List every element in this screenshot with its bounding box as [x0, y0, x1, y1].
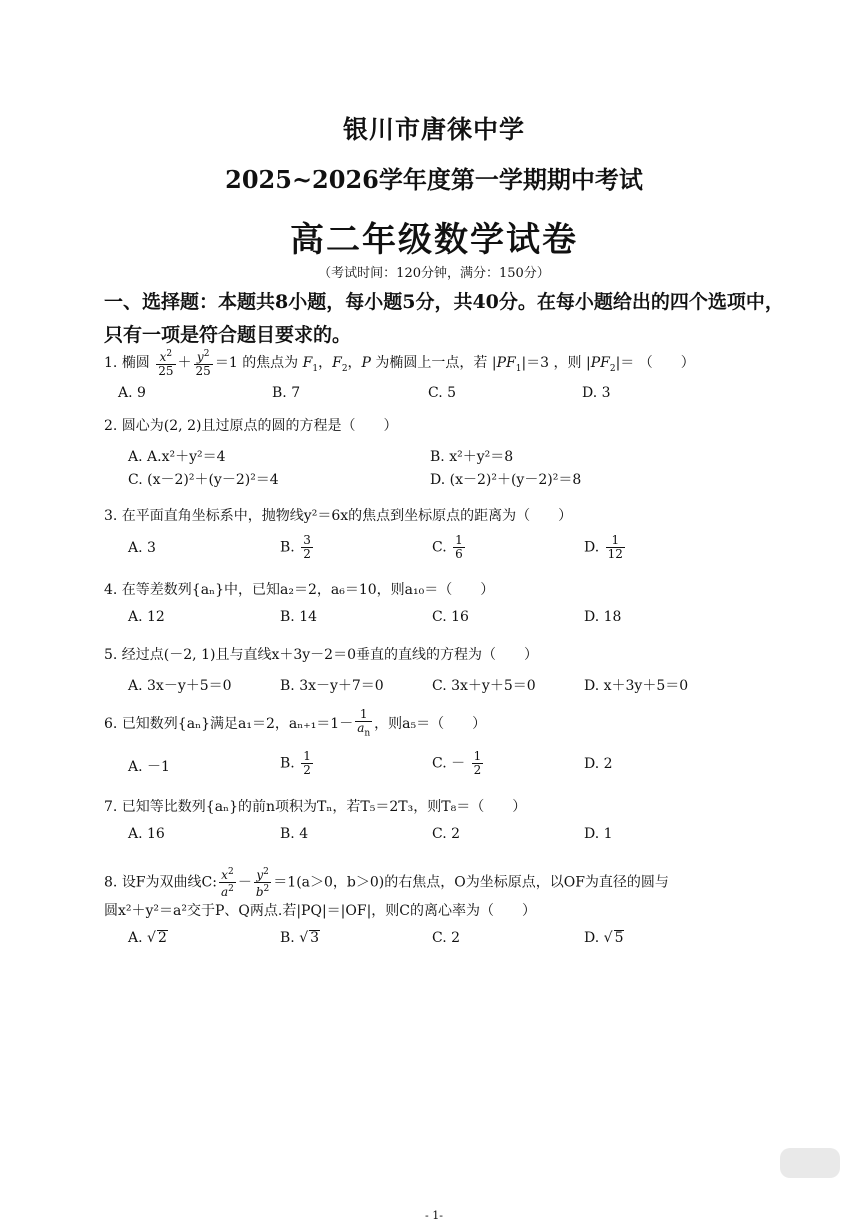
q8-fraction-y: $\frac{y^2}{b^2}$: [255, 867, 270, 899]
q2-option-a: A. A.x²＋y²＝4: [128, 449, 226, 465]
q6-option-b-label: B.: [280, 755, 295, 772]
q8-option-a-label: A.: [128, 930, 143, 946]
question-3-stem: 3. 在平面直角坐标系中，抛物线y²＝6x的焦点到坐标原点的距离为（ ）: [104, 508, 573, 524]
q1-text-4: ，则: [553, 355, 582, 371]
watermark-logo: [780, 1148, 840, 1178]
q5-option-b: B. 3x－y＋7＝0: [280, 678, 384, 694]
q6-option-c: [432, 750, 485, 777]
q8-option-b-label: B.: [280, 930, 295, 946]
q3-option-c-label: C.: [432, 539, 447, 556]
q6-number: 6.: [104, 716, 118, 733]
q1-option-b: B. 7: [272, 385, 301, 401]
q6-option-c-label: C. －: [432, 755, 466, 772]
q3-option-d-fraction: $\frac{1}{12}$: [607, 533, 623, 561]
q7-option-c: C. 2: [432, 826, 461, 842]
q8-fraction-x: $\frac{x^2}{a^2}$: [220, 867, 234, 899]
q4-option-a: A. 12: [128, 609, 165, 625]
q7-option-b: B. 4: [280, 826, 309, 842]
q8-number: 8.: [104, 874, 118, 891]
q1-answer-blank: （ ）: [638, 355, 695, 371]
q5-option-c: C. 3x＋y＋5＝0: [432, 678, 536, 694]
q6-option-a: A. －1: [128, 759, 170, 775]
q8-option-d: D. √ 5: [584, 930, 624, 946]
q7-option-a: A. 16: [128, 826, 165, 842]
q3-option-b-fraction: $\frac{3}{2}$: [303, 533, 311, 561]
q2-option-d: D. (x－2)²＋(y－2)²＝8: [430, 472, 582, 488]
question-6-stem: [104, 708, 804, 740]
q1-option-d: D. 3: [582, 385, 611, 401]
q1-number: 1.: [104, 355, 118, 371]
q8-option-d-label: D.: [584, 930, 600, 946]
q5-option-a: A. 3x－y＋5＝0: [128, 678, 232, 694]
q1-option-a: A. 9: [118, 385, 146, 401]
q3-option-c: [432, 534, 467, 561]
page-number: - 1-: [425, 1209, 443, 1222]
q6-fraction: $\frac{1}{a_n}$: [357, 707, 371, 739]
q8-option-b: B. √ 3: [280, 930, 320, 946]
q6-option-c-fraction: $\frac{1}{2}$: [473, 749, 482, 777]
q1-text-1: 椭圆: [121, 355, 150, 371]
q3-option-b: [280, 534, 315, 561]
q4-option-b: B. 14: [280, 609, 318, 625]
school-name: 银川市唐徕中学: [342, 115, 525, 144]
q4-option-c: C. 16: [432, 609, 469, 625]
q3-option-b-label: B.: [280, 539, 295, 556]
q4-option-d: D. 18: [584, 609, 622, 625]
q1-option-c: C. 5: [428, 385, 457, 401]
q1-fraction-y: $\frac{y^2}{25}$: [195, 349, 211, 378]
q6-text-2: ，则a₅＝（ ）: [374, 716, 487, 733]
exam-info: （考试时间：120分钟，满分：150分）: [318, 266, 550, 281]
q8-option-c: C. 2: [432, 930, 461, 946]
q2-option-b: B. x²＋y²＝8: [430, 449, 514, 465]
question-1-stem: 1. 椭圆 $\frac{x^2}{25}$ ＋ $\frac{y^2}{25}$ ＝1 的焦点为 $F_1$，$F_2$，P 为椭圆上一点，若 $|PF_1|=3$ ，则 $|PF_2|=$ （ ）: [104, 349, 695, 378]
question-2-stem: 2. 圆心为(2, 2)且过原点的圆的方程是（ ）: [104, 418, 398, 434]
q6-option-b: [280, 750, 315, 777]
q7-option-d: D. 1: [584, 826, 613, 842]
q3-option-a: A. 3: [128, 540, 156, 556]
q1-text-3: 为椭圆上一点，若: [375, 355, 488, 371]
section-1-intro: 一、选择题：本题共8小题，每小题5分，共40分。在每小题给出的四个选项中，只有一项是符合题目要求的。: [104, 291, 784, 346]
q3-option-c-fraction: $\frac{1}{6}$: [455, 533, 463, 561]
question-8-stem-line2: 圆x²＋y²＝a²交于P、Q两点.若|PQ|＝|OF|，则C的离心率为（ ）: [104, 903, 537, 919]
q5-option-d: D. x＋3y＋5＝0: [584, 678, 689, 694]
question-4-stem: 4. 在等差数列{aₙ}中，已知a₂＝2，a₆＝10，则a₁₀＝（ ）: [104, 582, 495, 598]
question-8-stem: 8. 设F为双曲线C: $\frac{x^2}{a^2}$ － $\frac{y^2}{b^2}$ ＝1(a＞0，b＞0)的右焦点，O为坐标原点，以OF为直径的圆与: [104, 867, 669, 899]
q6-option-d: D. 2: [584, 756, 613, 772]
q3-option-d: [584, 534, 627, 561]
q6-text-1: 已知数列{aₙ}满足a₁＝2，aₙ₊₁＝1－: [121, 716, 354, 733]
q1-fraction-x: $\frac{x^2}{25}$: [158, 349, 174, 378]
q3-option-d-label: D.: [584, 539, 600, 556]
exam-term: 2025~2026学年度第一学期期中考试: [225, 165, 643, 194]
question-7-stem: 7. 已知等比数列{aₙ}的前n项积为Tₙ，若T₅＝2T₃，则T₈＝（ ）: [104, 799, 527, 815]
q8-text-1: 设F为双曲线C:: [121, 874, 217, 891]
exam-title: 高二年级数学试卷: [290, 220, 578, 260]
question-5-stem: 5. 经过点(－2, 1)且与直线x＋3y－2＝0垂直的直线的方程为（ ）: [104, 647, 538, 663]
q6-option-b-fraction: $\frac{1}{2}$: [303, 749, 311, 777]
q8-text-2: ＝1(a＞0，b＞0)的右焦点，O为坐标原点，以OF为直径的圆与: [273, 874, 669, 891]
q8-option-a: A. √ 2: [128, 930, 167, 946]
q1-text-2: 的焦点为: [242, 355, 299, 371]
q2-option-c: C. (x－2)²＋(y－2)²＝4: [128, 472, 279, 488]
